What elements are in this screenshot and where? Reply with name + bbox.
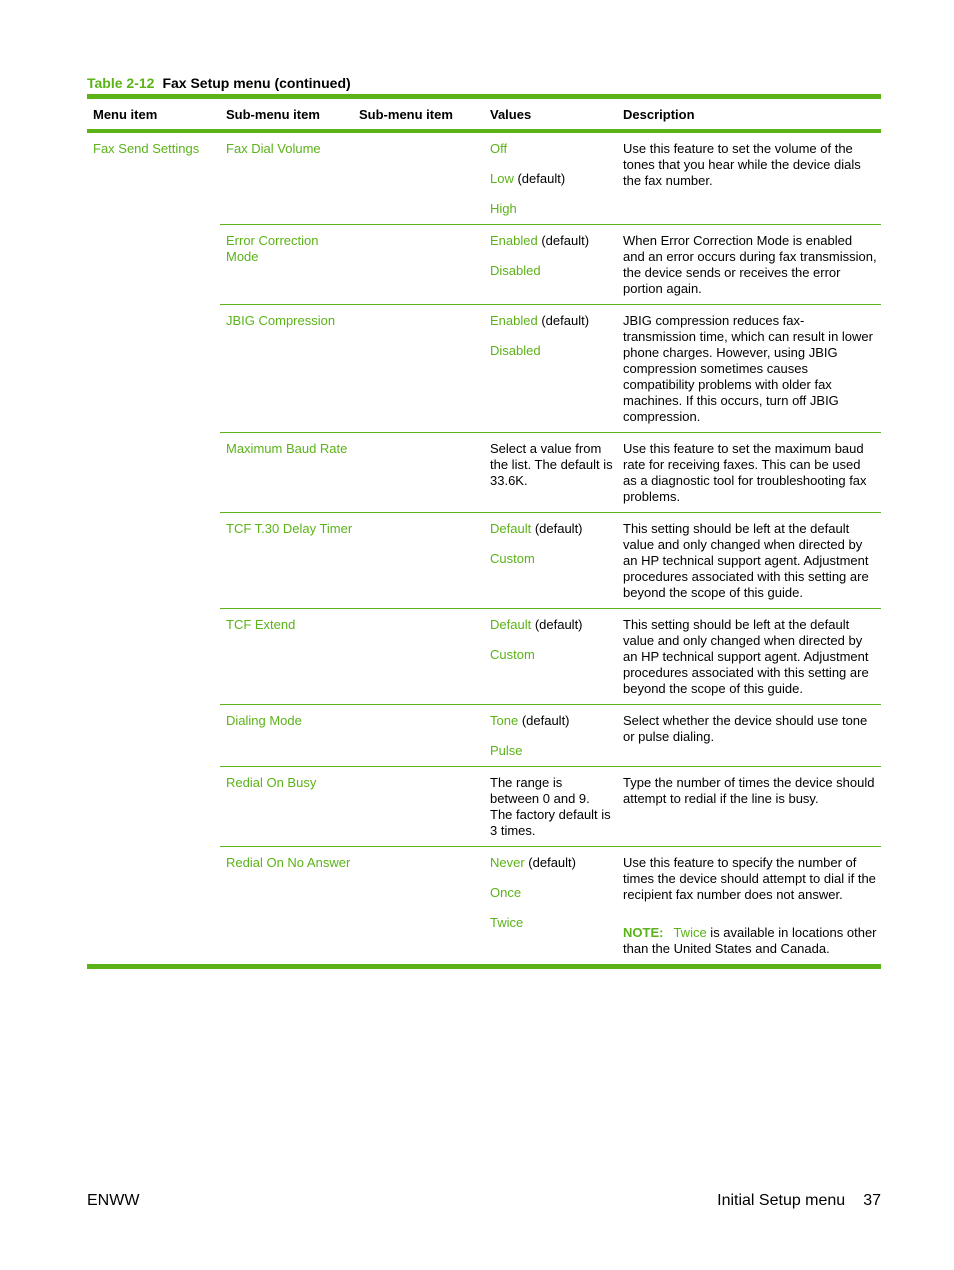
sub-menu-link[interactable]: Fax Dial Volume [226, 141, 321, 156]
description-text: Use this feature to set the maximum baud rate for receiving faxes. This can be used as a diagnostic tool for troubleshooting fax problems. [623, 441, 867, 504]
value-item [490, 141, 614, 157]
header-sub-menu-item-1: Sub-menu item [226, 106, 320, 122]
sub-menu-cell [220, 617, 353, 697]
table-row [220, 432, 881, 512]
sub-menu-cell-empty [353, 617, 485, 697]
value-item [490, 885, 614, 901]
table-row [220, 704, 881, 766]
table-number: Table 2-12 [87, 75, 155, 91]
value-link[interactable]: Enabled [490, 233, 538, 248]
value-text: (default) [531, 521, 583, 536]
value-link[interactable]: Twice [490, 915, 524, 930]
value-text: (default) [518, 713, 570, 728]
values-cell [485, 441, 618, 505]
footer-section-title: Initial Setup menu [717, 1192, 846, 1209]
value-link[interactable]: Custom [490, 647, 535, 662]
value-item [490, 915, 614, 931]
sub-menu-cell [220, 313, 353, 425]
value-item [490, 313, 614, 329]
note [623, 925, 881, 957]
sub-menu-link[interactable]: TCF Extend [226, 617, 296, 632]
values-cell [485, 617, 618, 697]
value-item [490, 743, 614, 759]
value-link[interactable]: Low [490, 171, 514, 186]
sub-menu-cell [220, 441, 353, 505]
value-item [490, 775, 614, 839]
value-item [490, 171, 614, 187]
table-body [87, 133, 881, 964]
value-text: (default) [537, 233, 590, 248]
table-title: Fax Setup menu (continued) [162, 75, 351, 91]
sub-menu-link[interactable]: Redial On No Answer [226, 855, 351, 870]
sub-menu-link[interactable]: Maximum Baud Rate [226, 441, 348, 456]
value-link[interactable]: Disabled [490, 343, 541, 358]
note-label: NOTE: [623, 925, 664, 940]
values-cell [485, 233, 618, 297]
value-text: The range is between 0 and 9. The factory default is 3 times. [490, 775, 615, 838]
sub-menu-link[interactable]: Redial On Busy [226, 775, 317, 790]
value-text: Select a value from the list. The default is 33.6K. [490, 441, 617, 488]
description-text: Use this feature to specify the number of times the device should attempt to dial if the recipient fax number does not answer. [623, 855, 876, 902]
value-link[interactable]: Enabled [490, 313, 538, 328]
description-cell [618, 313, 881, 425]
table-row [220, 512, 881, 608]
values-cell [485, 521, 618, 601]
description-cell [618, 617, 881, 697]
sub-menu-cell [220, 775, 353, 839]
description-cell [618, 441, 881, 505]
value-link[interactable]: Disabled [490, 263, 541, 278]
description-text: This setting should be left at the default value and only changed when directed by an HP technical support agent. Adjustment procedures associated with this setting are beyond the scope of this guide. [623, 617, 869, 696]
description-cell [618, 713, 881, 759]
menu-item-link[interactable]: Fax Send Settings [93, 141, 200, 156]
value-item [490, 551, 614, 567]
description-text: JBIG compression reduces fax-transmission time, which can result in lower phone charges. However, using JBIG compression sometimes causes compatibility problems with older fax machines. If this occurs, turn off JBIG compression. [623, 313, 873, 424]
description-text: Select whether the device should use tone or pulse dialing. [623, 713, 868, 744]
value-item [490, 855, 614, 871]
value-text: (default) [537, 313, 590, 328]
sub-menu-link[interactable]: JBIG Compression [226, 313, 336, 328]
sub-menu-link[interactable]: TCF T.30 Delay Timer [226, 521, 353, 536]
description-text: Type the number of times the device should attempt to redial if the line is busy. [623, 775, 875, 806]
sub-menu-cell-empty [353, 441, 485, 505]
table-caption [87, 75, 351, 91]
sub-menu-cell-empty [353, 855, 485, 957]
value-link[interactable]: Default [490, 521, 532, 536]
sub-menu-cell [220, 855, 353, 957]
table-row [220, 133, 881, 224]
sub-menu-cell-empty [353, 141, 485, 217]
value-item [490, 521, 614, 537]
description-cell [618, 521, 881, 601]
sub-menu-cell-empty [353, 521, 485, 601]
sub-menu-cell-empty [353, 775, 485, 839]
value-link[interactable]: Pulse [490, 743, 523, 758]
table-row [220, 224, 881, 304]
note-link[interactable]: Twice [673, 925, 707, 940]
value-link[interactable]: Once [490, 885, 522, 900]
sub-menu-cell [220, 521, 353, 601]
description-cell [618, 855, 881, 957]
description-text: When Error Correction Mode is enabled and an error occurs during fax transmission, the device sends or receives the error portion again. [623, 233, 877, 296]
values-cell [485, 855, 618, 957]
description-text: Use this feature to set the volume of the tones that you hear while the device dials the fax number. [623, 141, 861, 188]
value-text: (default) [531, 617, 583, 632]
sub-menu-cell [220, 141, 353, 217]
sub-menu-link[interactable]: Error Correction Mode [226, 233, 319, 264]
sub-menu-cell [220, 713, 353, 759]
value-item [490, 233, 614, 249]
value-item [490, 713, 614, 729]
value-text: (default) [513, 171, 566, 186]
table-row [220, 608, 881, 704]
value-text: (default) [524, 855, 576, 870]
value-link[interactable]: High [490, 201, 517, 216]
value-link[interactable]: Off [490, 141, 508, 156]
value-link[interactable]: Custom [490, 551, 535, 566]
table-rows [220, 133, 881, 964]
sub-menu-cell [220, 233, 353, 297]
value-link[interactable]: Never [490, 855, 525, 870]
header-values: Values [490, 106, 532, 122]
values-cell [485, 141, 618, 217]
header-description: Description [623, 106, 695, 122]
header-sub-menu-item-2: Sub-menu item [359, 106, 453, 122]
description-cell [618, 233, 881, 297]
note-text: is available in locations other than the United States and Canada. [623, 925, 881, 956]
description-text: This setting should be left at the default value and only changed when directed by an HP technical support agent. Adjustment procedures associated with this setting are beyond the scope of this guide. [623, 521, 869, 600]
value-link[interactable]: Tone [490, 713, 519, 728]
value-item [490, 617, 614, 633]
page-number: 37 [863, 1192, 881, 1209]
header-menu-item: Menu item [93, 106, 158, 122]
sub-menu-cell-empty [353, 713, 485, 759]
sub-menu-cell-empty [353, 233, 485, 297]
description-cell [618, 141, 881, 217]
sub-menu-link[interactable]: Dialing Mode [226, 713, 302, 728]
values-cell [485, 713, 618, 759]
fax-setup-table [87, 94, 881, 969]
description-cell [618, 775, 881, 839]
value-link[interactable]: Default [490, 617, 532, 632]
footer-right [717, 1192, 881, 1210]
values-cell [485, 775, 618, 839]
sub-menu-cell-empty [353, 313, 485, 425]
footer-left: ENWW [87, 1192, 140, 1209]
table-row [220, 304, 881, 432]
value-item [490, 343, 614, 359]
value-item [490, 201, 614, 217]
table-header-row [87, 99, 881, 133]
value-item [490, 441, 617, 489]
values-cell [485, 313, 618, 425]
table-row [220, 766, 881, 846]
value-item [490, 647, 614, 663]
table-row [220, 846, 881, 964]
value-item [490, 263, 614, 279]
